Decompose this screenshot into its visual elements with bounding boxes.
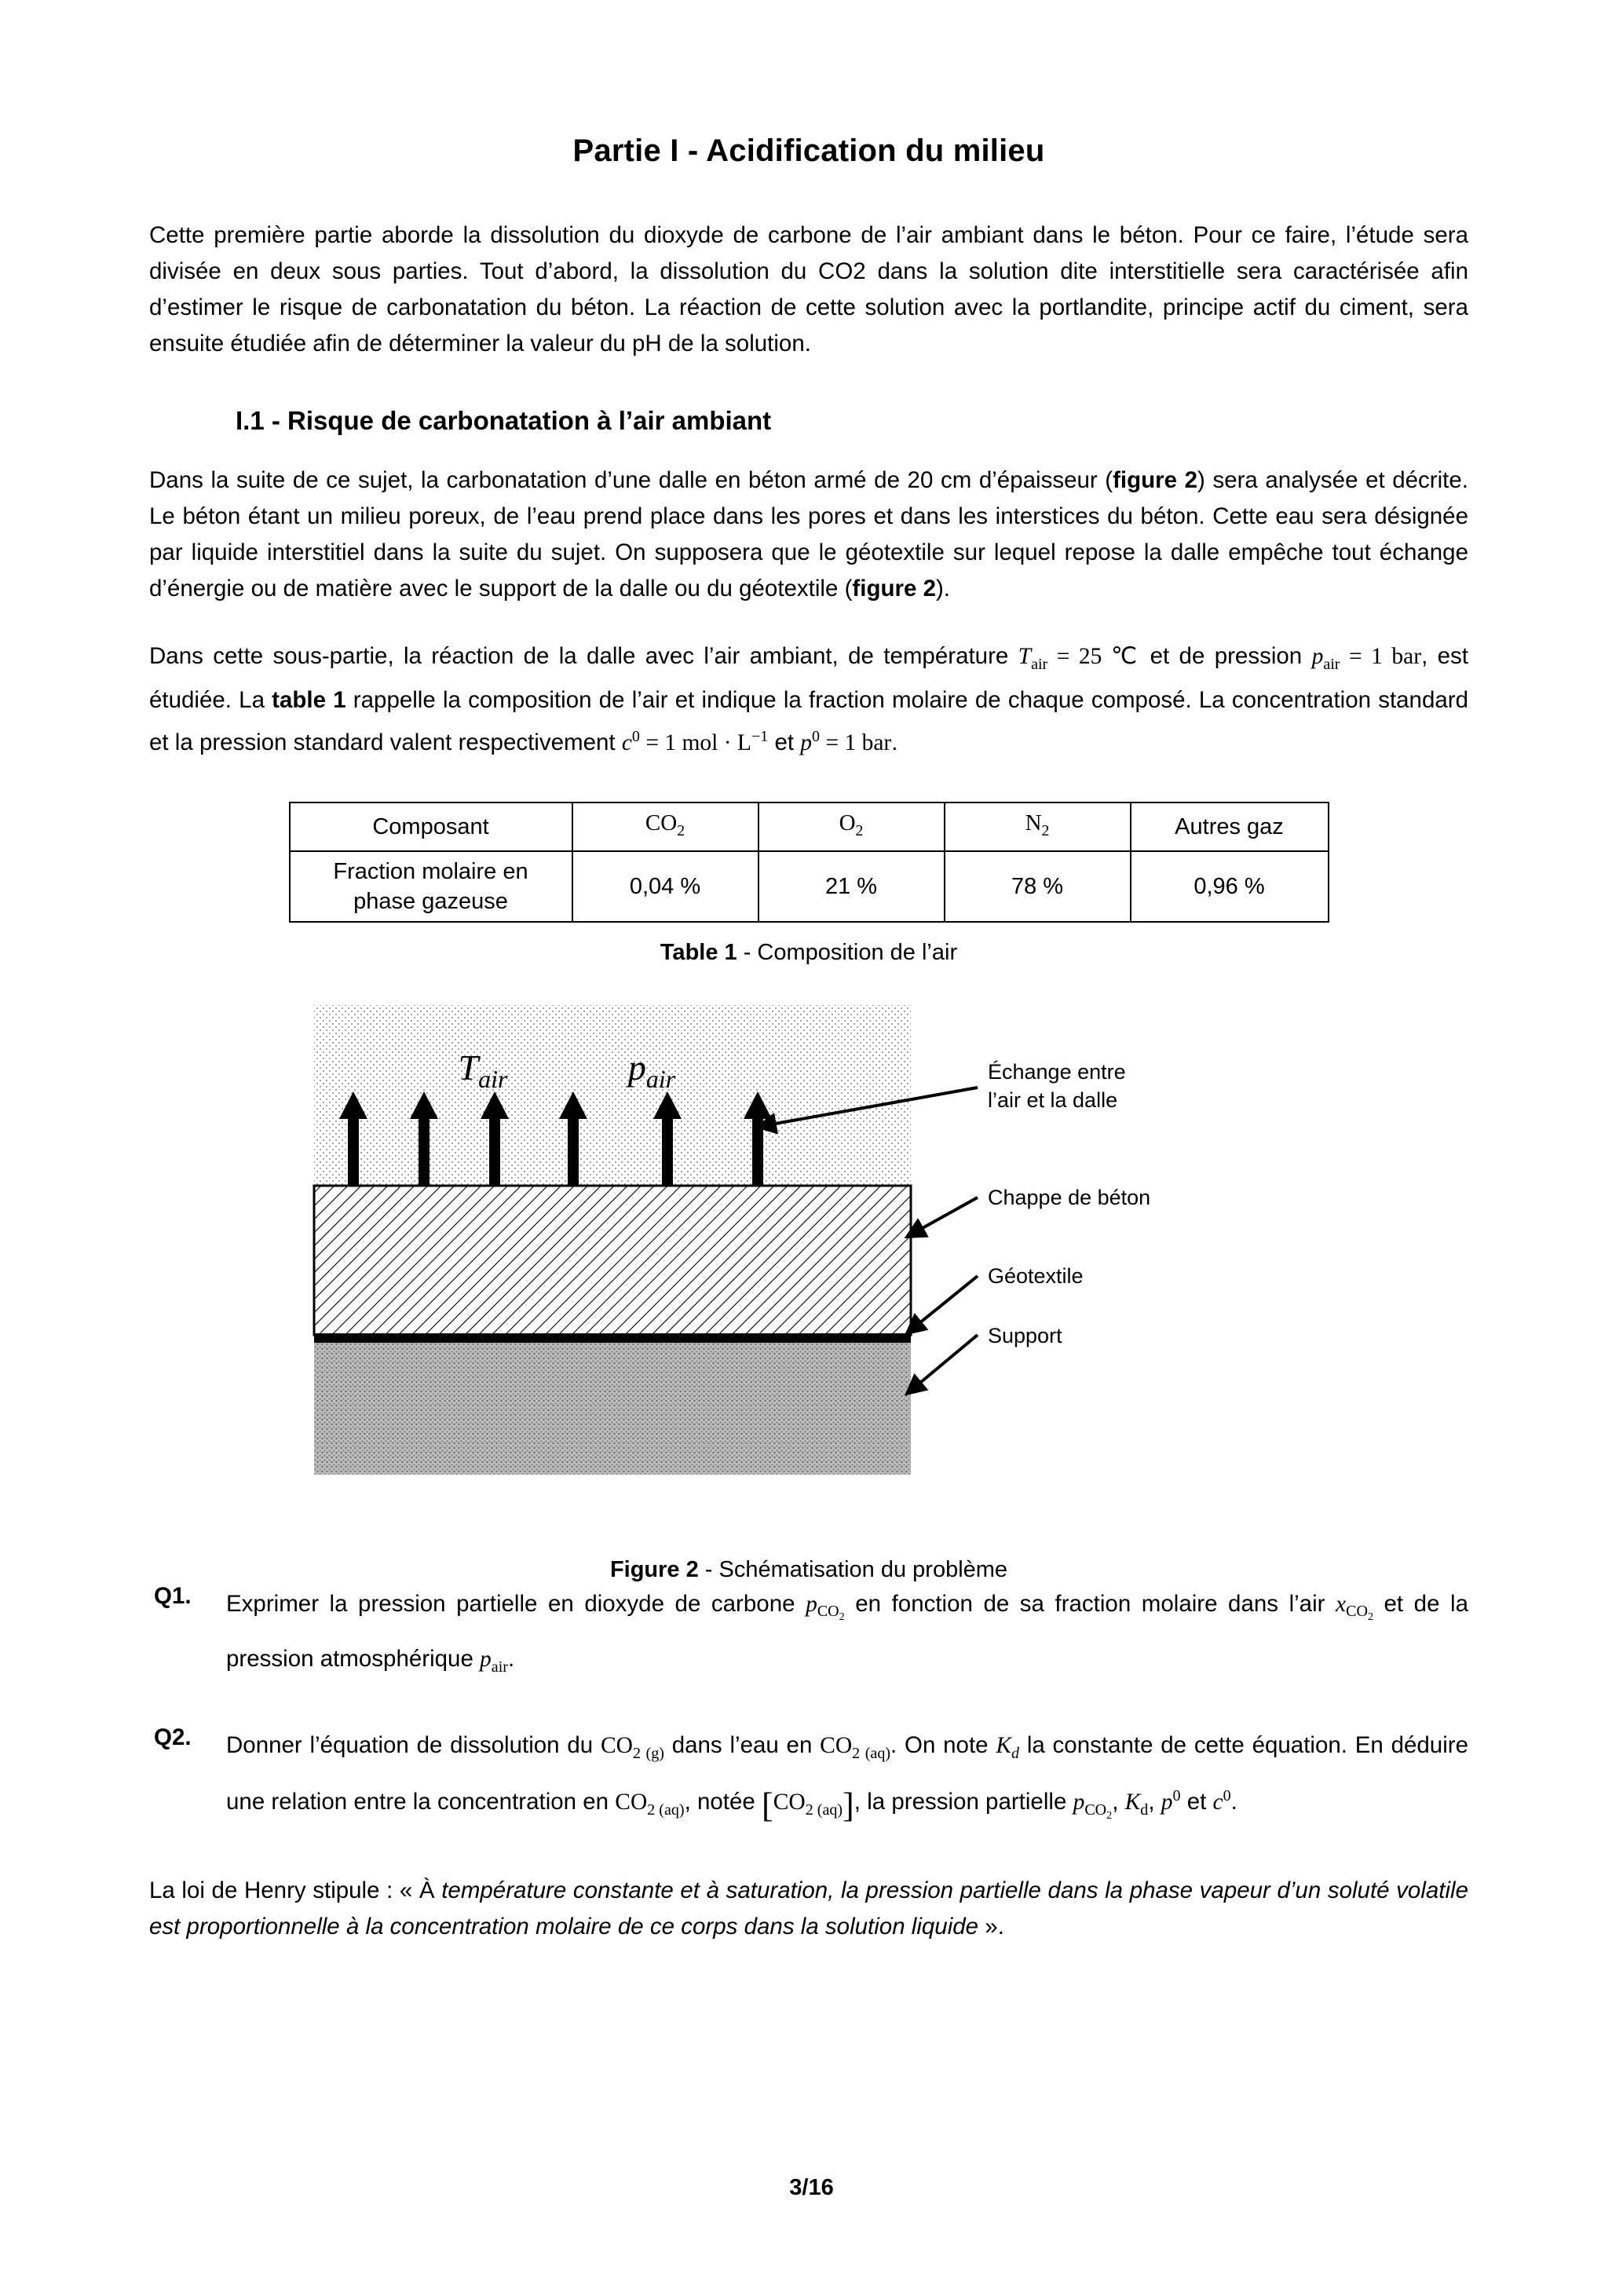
table-header-o2: $O_2$	[758, 803, 945, 851]
section-paragraph-2: Dans cette sous-partie, la réaction de la dalle avec l’air ambiant, de température $T_{air} = 25$ ℃ et de pression $p_{air} = 1$ bar, est étudiée. La table 1 rappelle la composition de l’air et indique la fraction molaire de chaque composé. La concentration standard et la pression standard valent respectivement $c^0 = 1$ mol · $L^{-1}$ et $p^0 = 1$ bar.	[149, 643, 1469, 755]
page-title: Partie I - Acidification du milieu	[572, 133, 1045, 168]
symbol-kd-2: $K_d$	[1124, 1790, 1149, 1819]
symbol-co2-aq-3: $CO_{2 (aq)}$	[773, 1790, 843, 1819]
annotation-chappe: Chappe de béton	[988, 1185, 1151, 1209]
intro-paragraph: Cette première partie aborde la dissolution du dioxyde de carbone de l’air ambiant dans le béton. Pour ce faire, l’étude sera divisée en deux sous parties. Tout d’abord, la dissolution du CO2 dans la solution dite interstitielle sera caractérisée afin d’estimer le risque de carbonatation du béton. La réaction de cette solution avec la portlandite, principe actif du ciment, sera ensuite étudiée afin de déterminer la valeur du pH de la solution.	[149, 222, 1468, 356]
leader-chappe	[907, 1197, 978, 1237]
annotation-support: Support	[988, 1323, 1062, 1347]
symbol-c0-q2: $c^0$	[1212, 1787, 1231, 1815]
table-cell-n2-value: 78 %	[945, 851, 1131, 922]
table-row-label: Fraction molaire en phase gazeuse	[290, 851, 572, 922]
figure-2-caption: Figure 2 - Schématisation du problème	[609, 1556, 1008, 1582]
symbol-p-co2: $p_{CO_2}$	[806, 1591, 845, 1624]
page-content	[149, 133, 1468, 1968]
air-composition-table	[289, 802, 1329, 923]
figure-2-svg	[149, 997, 1468, 1547]
para2-part-d: rappelle la composition de l’air et indique la fraction molaire de chaque composé. La concentration standard et la pression standard valent respectivement	[149, 686, 1468, 755]
symbol-p-co2-q2: $p_{CO_2}$	[1073, 1790, 1113, 1822]
table-header-other: Autres gaz	[1131, 803, 1329, 851]
table-reference: table 1	[272, 686, 346, 713]
henry-law-paragraph: La loi de Henry stipule : « À température constante et à saturation, la pression partielle dans la phase vapeur d’un soluté volatile est proportionnelle à la concentration molaire de ce corps dans la solution liquide ».	[149, 1877, 1469, 1940]
table-header-co2: $CO_2$	[572, 803, 758, 851]
page-number: 3/16	[789, 2175, 834, 2200]
leader-support	[907, 1335, 978, 1394]
para2-part-c: , est étudiée. La	[149, 643, 1469, 713]
para1-part-a: Dans la suite de ce sujet, la carbonatation d’une dalle en béton armé de 20 cm d’épaisseur (	[149, 467, 1113, 493]
annotation-exchange-line1: Échange entre	[988, 1059, 1126, 1084]
table-header-component: Composant	[290, 803, 572, 851]
annotation-geotextile: Géotextile	[988, 1263, 1084, 1288]
table-cell-other-value: 0,96 %	[1131, 851, 1329, 922]
symbol-bracket-open: [	[762, 1786, 773, 1825]
table-row	[290, 803, 1329, 851]
concrete-slab	[314, 1186, 911, 1335]
para1-part-b: ) sera analysée et décrite. Le béton étant un milieu poreux, de l’eau prend place dans les pores et dans les interstices du béton. Cette eau sera désignée par liquide interstitiel dans la suite du sujet. On supposera que le géotextile sur lequel repose la dalle empêche tout échange d’énergie ou de matière avec le support de la dalle ou du géotextile (	[149, 467, 1468, 601]
table-1-caption: Table 1 - Composition de l’air	[660, 939, 958, 965]
support-region	[314, 1343, 911, 1475]
label-t-air: $T_{air}$	[458, 1047, 508, 1093]
table-cell-o2-value: 21 %	[758, 851, 945, 922]
symbol-p0-q2: $p^0$	[1161, 1787, 1181, 1815]
symbol-p0: $p^0$	[800, 727, 821, 755]
para2-part-e: et	[768, 729, 801, 755]
para2-part-f: .	[891, 729, 898, 755]
symbol-co2-g: $CO_{2 (g)}$	[600, 1733, 664, 1763]
leader-geotextile	[907, 1276, 978, 1333]
table-cell-co2-value: 0,04 %	[572, 851, 758, 922]
para2-part-b: et de pression	[1140, 643, 1312, 669]
symbol-p-air-q1: $p_{air}$	[480, 1647, 508, 1676]
para2-part-a: Dans cette sous-partie, la réaction de la dalle avec l’air ambiant, de température	[149, 643, 1018, 669]
symbol-x-co2: $x_{CO_2}$	[1336, 1591, 1373, 1624]
symbol-co2-aq-2: $CO_{2 (aq)}$	[615, 1790, 685, 1819]
figure-reference-1: figure 2	[1113, 467, 1198, 493]
symbol-c0: $c^0$	[621, 727, 640, 755]
table-row	[290, 851, 1329, 922]
annotation-exchange-line2: l’air et la dalle	[988, 1088, 1118, 1112]
label-p-air: $p_{air}$	[627, 1047, 676, 1093]
question-label-q1: Q1.	[154, 1582, 192, 1609]
question-text-q1: Exprimer la pression partielle en dioxyde de carbone $p_{CO_2}$ en fonction de sa fraction molaire dans l’air $x_{CO_2}$ et de la pression atmosphérique $p_{air}$.	[226, 1590, 1468, 1676]
symbol-bracket-close: ]	[843, 1786, 854, 1825]
question-label-q2: Q2.	[154, 1724, 192, 1751]
air-region	[314, 1005, 911, 1186]
table-1-wrapper	[149, 802, 1468, 923]
table-header-n2: $N_2$	[945, 803, 1131, 851]
section-paragraph-1	[149, 462, 1468, 607]
geotextile-layer	[314, 1333, 911, 1343]
symbol-t-air: $T_{air}$	[1018, 644, 1048, 673]
symbol-kd-1: $K_d$	[996, 1733, 1020, 1763]
para1-part-c: ).	[935, 576, 951, 601]
question-q2	[149, 1724, 1468, 1837]
henry-law-statement: température constante et à saturation, la pression partielle dans la phase vapeur d’un soluté volatile est proportionnelle à la concentration molaire de ce corps dans la solution liquide	[149, 1877, 1469, 1940]
figure-reference-2: figure 2	[852, 576, 936, 601]
section-title: I.1 - Risque de carbonatation à l’air ambiant	[236, 406, 772, 435]
symbol-co2-aq-1: $CO_{2 (aq)}$	[820, 1733, 891, 1763]
figure-2	[149, 997, 1468, 1582]
question-q1	[149, 1583, 1468, 1689]
question-text-q2: Donner l’équation de dissolution du $CO_{2 (g)}$ dans l’eau en $CO_{2 (aq)}$. On note $K_d$ la constante de cette équation. En déduire une relation entre la concentration en $CO_{2 (aq)}$, notée $[CO_{2 (aq)}]$, la pression partielle $p_{CO_2}$, $K_d$, $p^0$ et $c^0$.	[226, 1732, 1468, 1825]
symbol-p-air: $p_{air}$	[1311, 644, 1340, 673]
